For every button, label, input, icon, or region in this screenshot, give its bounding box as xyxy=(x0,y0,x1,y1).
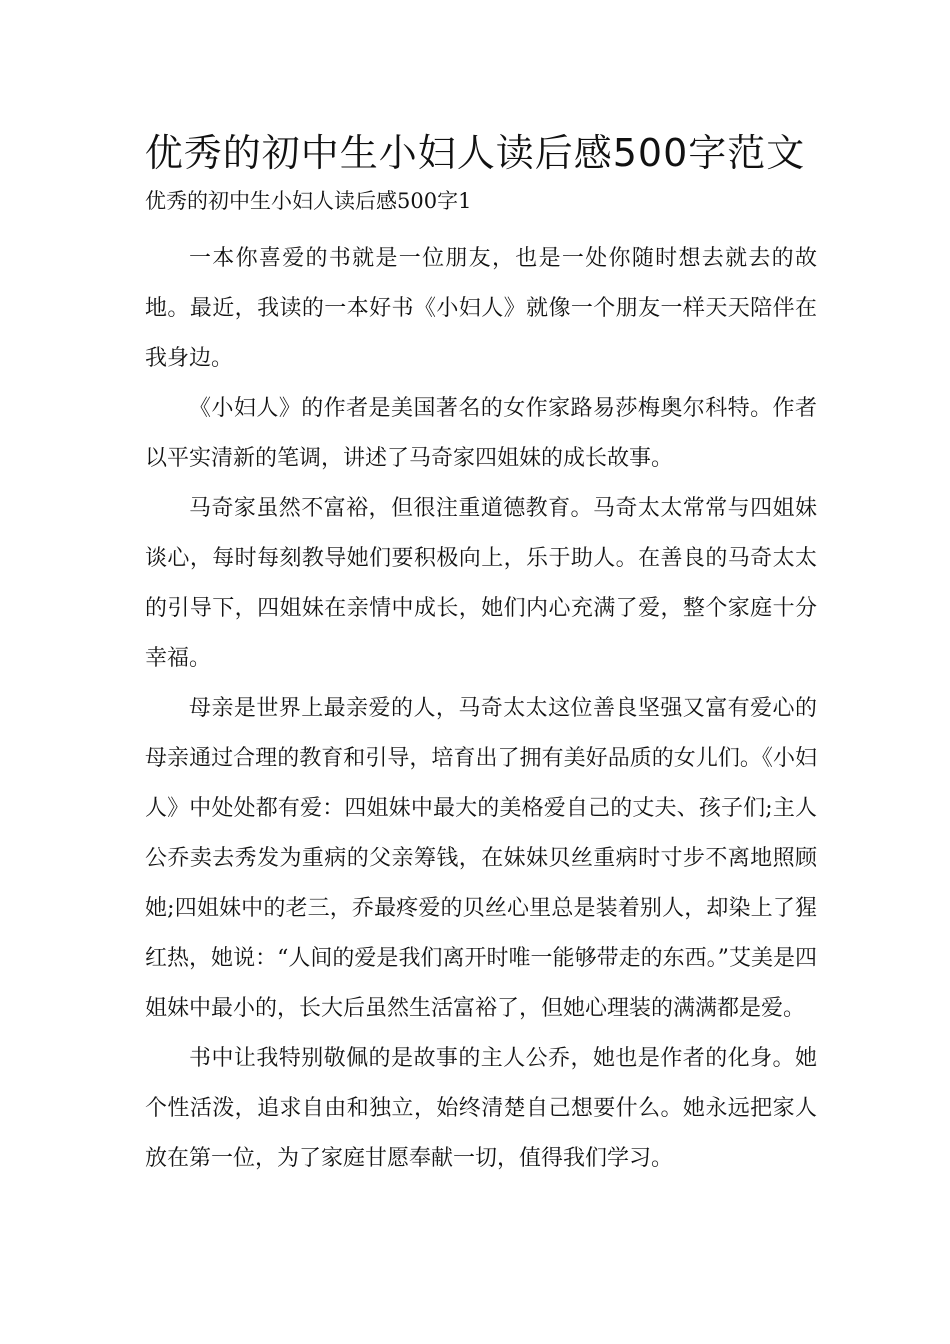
section-subtitle: 优秀的初中生小妇人读后感500字1 xyxy=(145,189,472,213)
paragraph-1: 一本你喜爱的书就是一位朋友，也是一处你随时想去就去的故地。最近，我读的一本好书《小妇人》就像一个朋友一样天天陪伴在我身边。 xyxy=(145,246,817,371)
document-body xyxy=(145,184,817,1184)
document-title: 优秀的初中生小妇人读后感500字范文 xyxy=(144,131,806,175)
paragraph-3: 马奇家虽然不富裕，但很注重道德教育。马奇太太常常与四姐妹谈心，每时每刻教导她们要积极向上，乐于助人。在善良的马奇太太的引导下，四姐妹在亲情中成长，她们内心充满了爱，整个家庭十分幸福。 xyxy=(145,496,817,671)
paragraph-5: 书中让我特别敬佩的是故事的主人公乔，她也是作者的化身。她个性活泼，追求自由和独立，始终清楚自己想要什么。她永远把家人放在第一位，为了家庭甘愿奉献一切，值得我们学习。 xyxy=(145,1046,817,1171)
paragraph-2: 《小妇人》的作者是美国著名的女作家路易莎梅奥尔科特。作者以平实清新的笔调，讲述了马奇家四姐妹的成长故事。 xyxy=(145,396,817,471)
paragraph-4: 母亲是世界上最亲爱的人，马奇太太这位善良坚强又富有爱心的母亲通过合理的教育和引导，培育出了拥有美好品质的女儿们。《小妇人》中处处都有爱：四姐妹中最大的美格爱自己的丈夫、孩子们;主人公乔卖去秀发为重病的父亲筹钱，在妹妹贝丝重病时寸步不离地照顾她;四姐妹中的老三，乔最疼爱的贝丝心里总是装着别人，却染上了猩红热，她说：“人间的爱是我们离开时唯一能够带走的东西。”艾美是四姐妹中最小的，长大后虽然生活富裕了，但她心理装的满满都是爱。 xyxy=(145,696,817,1021)
